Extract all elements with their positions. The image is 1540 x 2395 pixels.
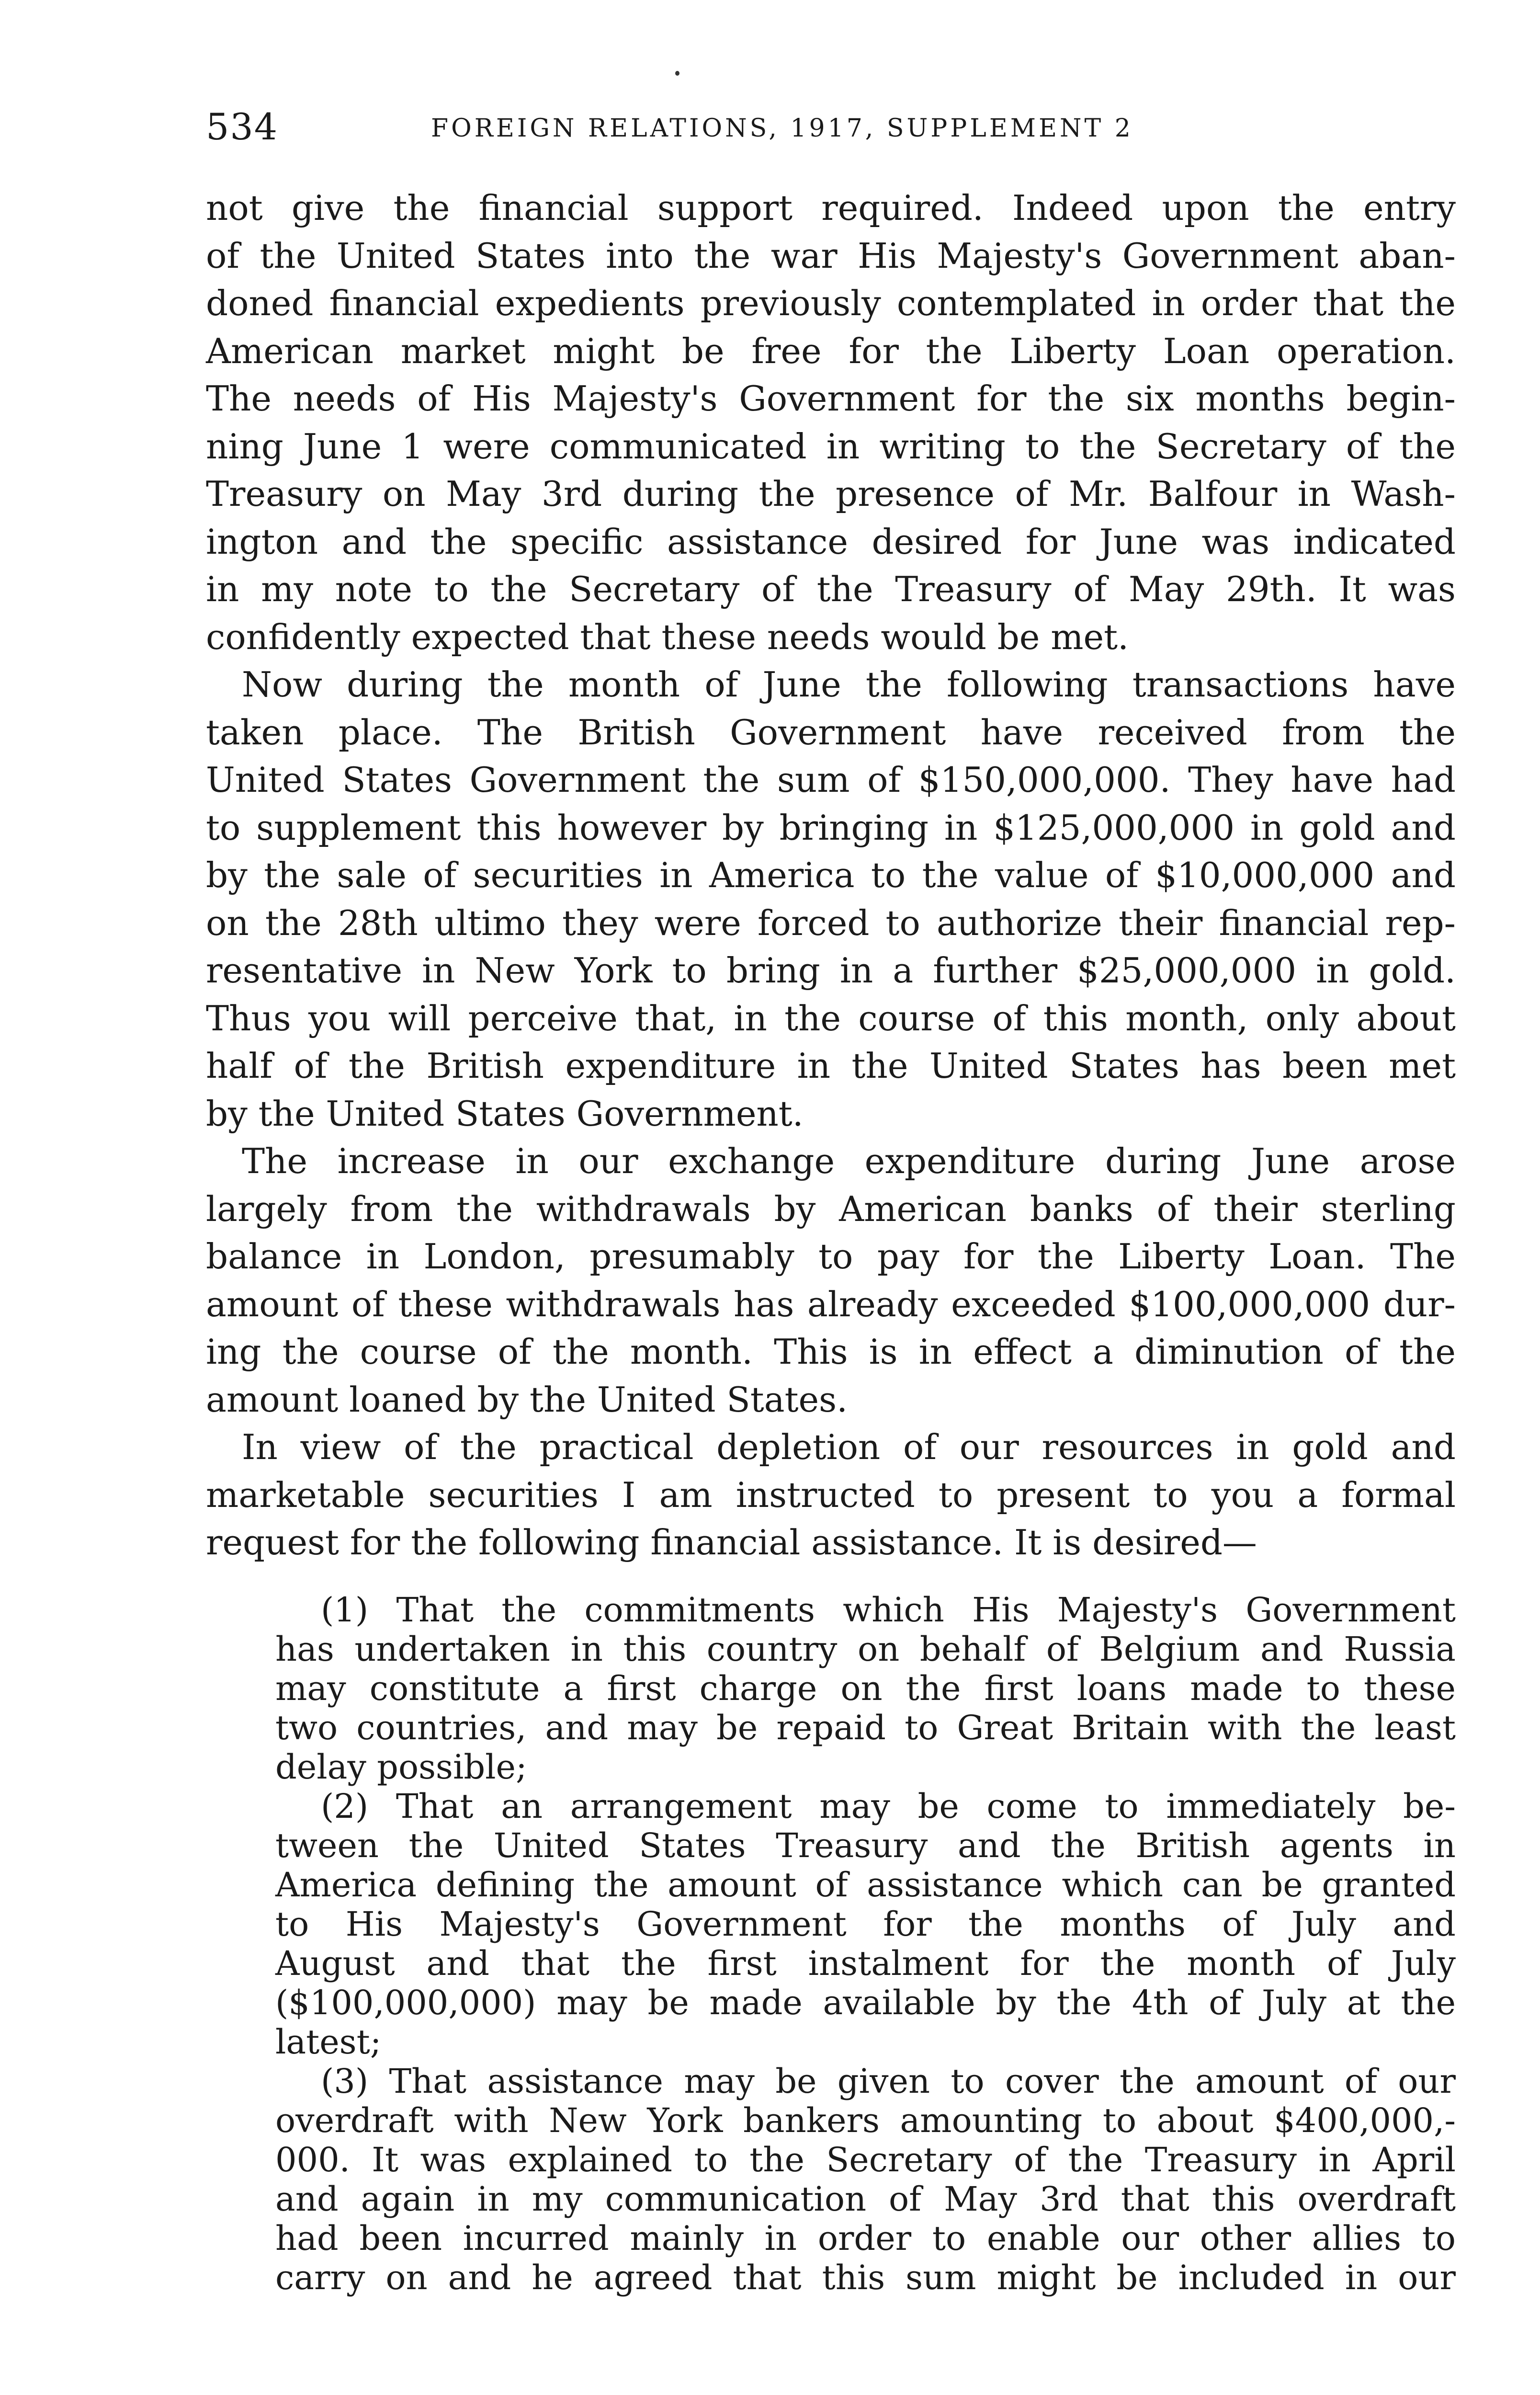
text-line: [275, 2062, 1456, 2101]
item-number: (2): [321, 1787, 369, 1826]
item-number: (3): [321, 2062, 369, 2101]
text-line: amount of these withdrawals has already exceeded $100,000,000 dur-: [206, 1284, 1456, 1324]
text-line: American market might be free for the Liberty Loan operation.: [206, 331, 1456, 371]
text-line: In view of the practical depletion of our resources in gold and: [242, 1427, 1456, 1467]
text-line: taken place. The British Government have received from the: [206, 712, 1456, 753]
text-line: ning June 1 were communicated in writing to the Secretary of the: [206, 426, 1456, 467]
text-line: [275, 1590, 1456, 1630]
stray-ink-mark: [675, 71, 679, 76]
text-line: has undertaken in this country on behalf of Belgium and Russia: [275, 1630, 1456, 1669]
request-item-3: [275, 2062, 1456, 2297]
text-line: amount loaned by the United States.: [206, 1379, 848, 1420]
paragraph-3: [206, 1138, 1456, 1424]
paragraph-2: [206, 661, 1456, 1138]
item-first-line: That assistance may be given to cover the amount of our: [389, 2062, 1456, 2101]
text-line: half of the British expenditure in the United States has been met: [206, 1046, 1456, 1086]
running-head: [206, 103, 1456, 151]
text-line: The needs of His Majesty's Government for the six months begin-: [206, 378, 1456, 419]
text-line: tween the United States Treasury and the British agents in: [275, 1826, 1456, 1865]
paragraph-4: [206, 1424, 1456, 1567]
text-line: in my note to the Secretary of the Treasury of May 29th. It was: [206, 569, 1456, 609]
text-line: latest;: [275, 2022, 382, 2062]
text-line: ington and the specific assistance desired for June was indicated: [206, 521, 1456, 562]
text-line: marketable securities I am instructed to present to you a formal: [206, 1474, 1456, 1515]
text-line: by the sale of securities in America to the value of $10,000,000 and: [206, 855, 1456, 895]
request-item-2: [275, 1787, 1456, 2062]
text-line: to His Majesty's Government for the months of July and: [275, 1905, 1456, 1944]
text-line: of the United States into the war His Majesty's Government aban-: [206, 235, 1456, 276]
text-line: August and that the first instalment for the month of July: [275, 1944, 1456, 1983]
page-number: 534: [206, 105, 279, 148]
request-list: [275, 1590, 1456, 2297]
item-first-line: That the commitments which His Majesty's Government: [396, 1590, 1456, 1630]
text-line: not give the financial support required. Indeed upon the entry: [206, 188, 1456, 228]
text-line: The increase in our exchange expenditure during June arose: [242, 1141, 1456, 1181]
text-line: Thus you will perceive that, in the course of this month, only about: [206, 998, 1456, 1038]
paragraph-1: [206, 184, 1456, 661]
text-line: carry on and he agreed that this sum might be included in our: [275, 2258, 1456, 2297]
text-line: on the 28th ultimo they were forced to authorize their financial rep-: [206, 902, 1456, 943]
text-line: two countries, and may be repaid to Great Britain with the least: [275, 1708, 1456, 1747]
text-line: ($100,000,000) may be made available by the 4th of July at the: [275, 1983, 1456, 2022]
text-line: to supplement this however by bringing in $125,000,000 in gold and: [206, 807, 1456, 848]
text-line: confidently expected that these needs would be met.: [206, 616, 1129, 657]
text-line: Treasury on May 3rd during the presence of Mr. Balfour in Wash-: [206, 474, 1456, 514]
text-line: largely from the withdrawals by American banks of their sterling: [206, 1188, 1456, 1229]
text-line: had been incurred mainly in order to enable our other allies to: [275, 2219, 1456, 2258]
text-line: ing the course of the month. This is in effect a diminution of the: [206, 1332, 1456, 1372]
text-line: balance in London, presumably to pay for the Liberty Loan. The: [206, 1236, 1456, 1277]
text-line: overdraft with New York bankers amounting to about $400,000,-: [275, 2101, 1456, 2140]
text-line: America defining the amount of assistance which can be granted: [275, 1865, 1456, 1905]
text-line: Now during the month of June the following transactions have: [242, 664, 1456, 705]
running-title: FOREIGN RELATIONS, 1917, SUPPLEMENT 2: [431, 114, 1133, 143]
text-line: 000. It was explained to the Secretary of the Treasury in April: [275, 2140, 1456, 2179]
text-line: [275, 1787, 1456, 1826]
text-line: doned financial expedients previously contemplated in order that the: [206, 283, 1456, 323]
text-line: by the United States Government.: [206, 1093, 804, 1134]
body-text: [206, 184, 1456, 1567]
text-line: and again in my communication of May 3rd that this overdraft: [275, 2179, 1456, 2219]
text-line: delay possible;: [275, 1747, 527, 1787]
text-line: United States Government the sum of $150,000,000. They have had: [206, 760, 1456, 800]
text-line: request for the following financial assistance. It is desired—: [206, 1522, 1257, 1562]
item-first-line: That an arrangement may be come to immediately be-: [396, 1787, 1456, 1826]
request-item-1: [275, 1590, 1456, 1787]
item-number: (1): [321, 1590, 369, 1630]
text-line: resentative in New York to bring in a further $25,000,000 in gold.: [206, 950, 1456, 991]
text-line: may constitute a first charge on the first loans made to these: [275, 1669, 1456, 1708]
